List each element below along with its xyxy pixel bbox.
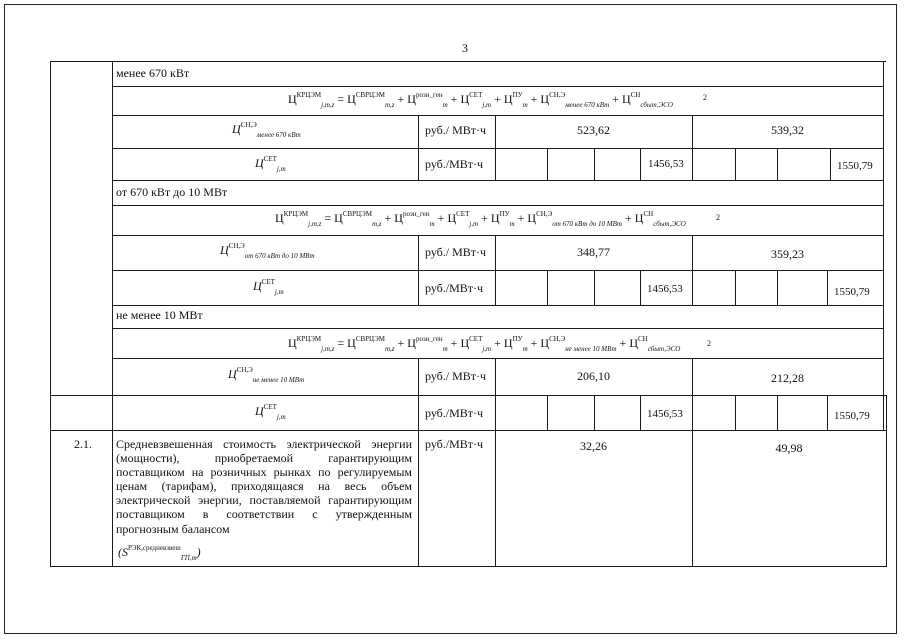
section-formula: $Ц^{КРЦЭМ}_{j,m,z} = Ц^{СВРЦЭМ}_{m,z} + Ц^{розн\_ген}_m + Ц^{СЕТ}_{j,m} + Ц^{ПУ}_m + Ц^{СН,Э}_{менее 670 кВт} + Ц^{СН}_{сбыт,ЭСО}$ bbox=[288, 91, 673, 109]
table-rule bbox=[112, 270, 883, 271]
item-number: 2.1. bbox=[74, 437, 92, 451]
table-rule bbox=[830, 148, 831, 180]
page-number: 3 bbox=[462, 41, 468, 55]
table-rule bbox=[418, 115, 419, 180]
table-rule bbox=[112, 205, 883, 206]
table-rule bbox=[50, 566, 886, 567]
unit-label: руб./МВт·ч bbox=[425, 281, 484, 295]
value-cell: 1456,53 bbox=[647, 408, 683, 420]
table-rule bbox=[112, 235, 883, 236]
value-cell: 1550,79 bbox=[834, 410, 870, 422]
table-rule bbox=[594, 395, 595, 430]
table-rule bbox=[883, 61, 884, 431]
tariff-symbol: $Ц^{СН,Э}_{менее 670 кВт}$ bbox=[232, 121, 301, 139]
table-rule bbox=[112, 148, 883, 149]
tariff-symbol: $Ц^{СЕТ}_{j,m}$ bbox=[255, 403, 286, 421]
table-rule bbox=[495, 358, 496, 567]
unit-label: руб./МВт·ч bbox=[425, 157, 484, 171]
table-rule bbox=[777, 148, 778, 180]
value-cell: 539,32 bbox=[771, 123, 804, 137]
tariff-symbol: $Ц^{СЕТ}_{j,m}$ bbox=[255, 155, 286, 173]
table-rule bbox=[735, 395, 736, 430]
item-description: Средневзвешенная стоимость электрической энергии (мощности), приобретаемой гарантирующим поставщиком на розничных рынках по регулируемым ценам (тарифам), приходящаяся на весь объем электрической энергии, поставляемой гарантирующим поставщиком в соответствии с утвержденным прогнозным балансом bbox=[116, 437, 412, 536]
table-rule bbox=[50, 395, 886, 396]
item-symbol: $(S^{РЭК,средневзвеш}_{ГП,m})$ bbox=[118, 544, 201, 562]
table-rule bbox=[735, 270, 736, 305]
unit-label: руб./МВт·ч bbox=[425, 437, 484, 451]
table-rule bbox=[594, 148, 595, 180]
table-rule bbox=[112, 358, 883, 359]
table-rule bbox=[112, 328, 883, 329]
table-rule bbox=[112, 61, 113, 567]
value-cell: 206,10 bbox=[577, 369, 610, 383]
table-rule bbox=[827, 395, 828, 430]
table-rule bbox=[640, 270, 641, 305]
value-cell: 212,28 bbox=[771, 371, 804, 385]
table-rule bbox=[547, 270, 548, 305]
section-formula: $Ц^{КРЦЭМ}_{j,m,z} = Ц^{СВРЦЭМ}_{m,z} + Ц^{розн\_ген}_m + Ц^{СЕТ}_{j,m} + Ц^{ПУ}_m + Ц^{СН,Э}_{от 670 кВт до 10 МВт} + Ц^{СН}_{сбыт,ЭСО}$ bbox=[275, 210, 686, 228]
tariff-symbol: $Ц^{СЕТ}_{j,m}$ bbox=[253, 278, 284, 296]
table-rule bbox=[112, 115, 883, 116]
table-rule bbox=[640, 395, 641, 430]
section-heading: менее 670 кВт bbox=[116, 66, 190, 80]
table-rule bbox=[50, 61, 886, 62]
table-rule bbox=[886, 395, 887, 567]
unit-label: руб./ МВт·ч bbox=[425, 245, 487, 259]
table-rule bbox=[692, 235, 693, 305]
value-cell: 49,98 bbox=[775, 441, 803, 455]
table-rule bbox=[50, 430, 886, 431]
table-rule bbox=[112, 305, 883, 306]
tariff-symbol: $Ц^{СН,Э}_{от 670 кВт до 10 МВт}$ bbox=[220, 242, 315, 260]
table-rule bbox=[418, 358, 419, 567]
table-rule bbox=[827, 270, 828, 305]
unit-label: руб./МВт·ч bbox=[425, 406, 484, 420]
section-formula: $Ц^{КРЦЭМ}_{j,m,z} = Ц^{СВРЦЭМ}_{m,z} + Ц^{розн\_ген}_m + Ц^{СЕТ}_{j,m} + Ц^{ПУ}_m + Ц^{СН,Э}_{не менее 10 МВт} + Ц^{СН}_{сбыт,ЭСО}$ bbox=[288, 335, 681, 353]
value-cell: 348,77 bbox=[577, 245, 610, 259]
table-rule bbox=[735, 148, 736, 180]
table-rule bbox=[418, 235, 419, 305]
value-cell: 523,62 bbox=[577, 123, 610, 137]
tariff-symbol: $Ц^{СН,Э}_{не менее 10 МВт}$ bbox=[228, 366, 305, 384]
table-rule bbox=[50, 61, 51, 567]
footnote-marker: 2 bbox=[703, 93, 707, 102]
table-rule bbox=[640, 148, 641, 180]
table-rule bbox=[777, 395, 778, 430]
table-rule bbox=[692, 358, 693, 567]
value-cell: 1550,79 bbox=[837, 160, 873, 172]
value-cell: 1456,53 bbox=[647, 283, 683, 295]
table-rule bbox=[594, 270, 595, 305]
table-rule bbox=[777, 270, 778, 305]
table-rule bbox=[112, 86, 883, 87]
value-cell: 359,23 bbox=[771, 247, 804, 261]
section-heading: не менее 10 МВт bbox=[116, 308, 203, 322]
unit-label: руб./ МВт·ч bbox=[425, 369, 487, 383]
footnote-marker: 2 bbox=[716, 213, 720, 222]
value-cell: 32,26 bbox=[580, 439, 607, 453]
unit-label: руб./ МВт·ч bbox=[425, 123, 487, 137]
section-heading: от 670 кВт до 10 МВт bbox=[116, 185, 228, 199]
table-rule bbox=[547, 148, 548, 180]
value-cell: 1550,79 bbox=[834, 286, 870, 298]
table-rule bbox=[112, 180, 883, 181]
table-rule bbox=[547, 395, 548, 430]
footnote-marker: 2 bbox=[707, 339, 711, 348]
value-cell: 1456,53 bbox=[648, 158, 684, 170]
